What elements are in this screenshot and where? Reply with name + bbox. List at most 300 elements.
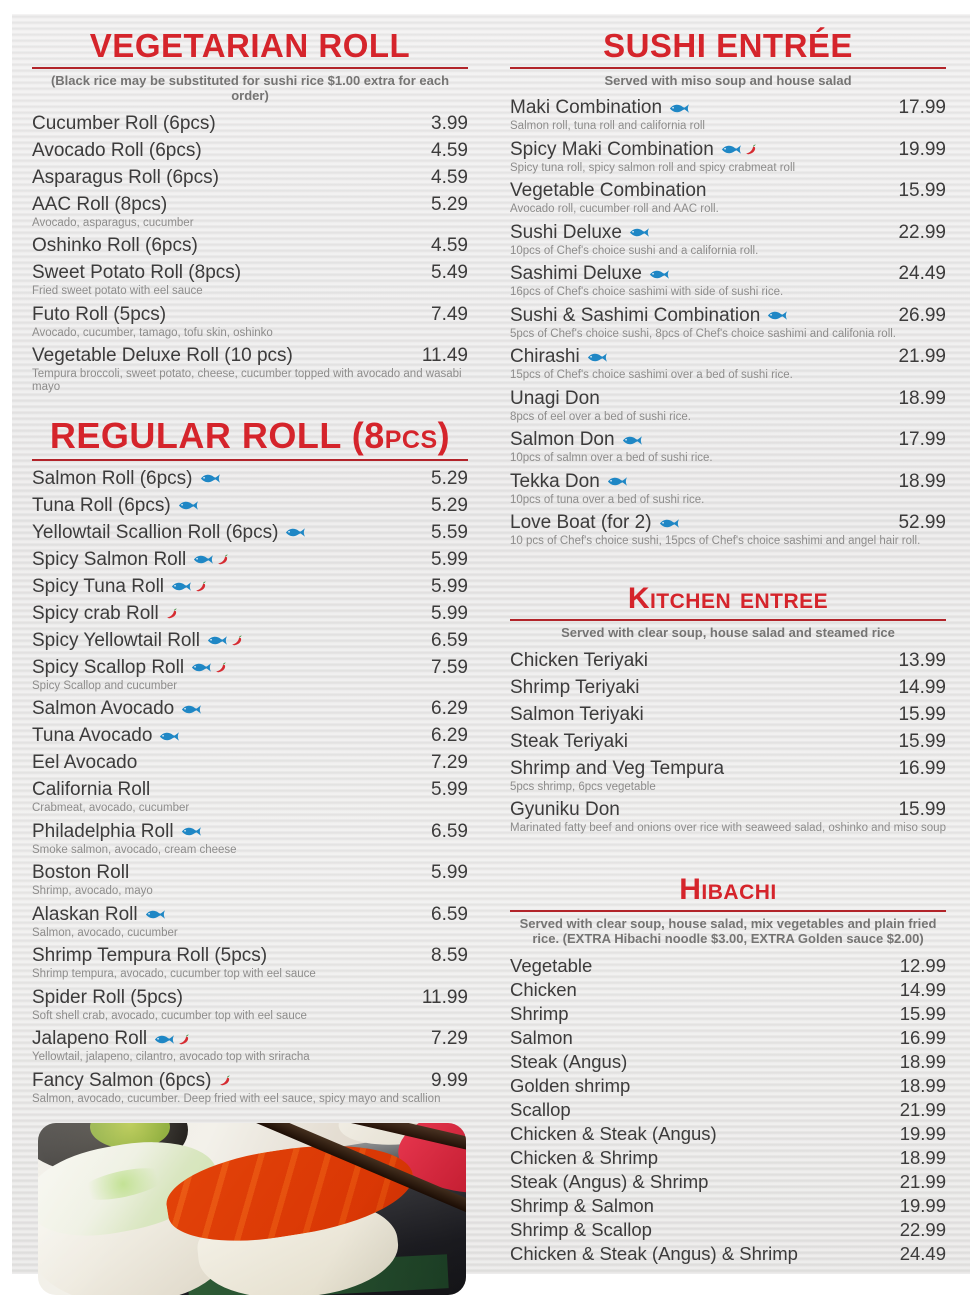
menu-item <box>510 178 946 220</box>
item-name: Salmon Teriyaki <box>510 703 644 725</box>
item-price: 15.99 <box>899 1002 946 1024</box>
section-subtitle: Served with clear soup, house salad, mix vegetables and plain fried rice. (EXTRA Hibachi noodle $3.00, EXTRA Golden sauce $2.00) <box>519 915 937 946</box>
item-name: Spicy Yellowtail Roll <box>32 629 200 651</box>
item-icons <box>159 607 179 620</box>
menu-item <box>32 818 468 860</box>
chili-icon <box>195 580 208 593</box>
menu-item <box>510 647 946 674</box>
menu-item <box>510 674 946 701</box>
section-regular-roll <box>32 417 468 1108</box>
item-name: Steak (Angus) <box>510 1050 628 1072</box>
item-name: Shrimp <box>510 1002 569 1024</box>
item-name: Cucumber Roll (6pcs) <box>32 112 216 134</box>
item-name: Chirashi <box>510 346 580 368</box>
item-price: 6.59 <box>431 629 468 651</box>
menu-item <box>32 110 468 137</box>
menu-item-row <box>32 576 468 598</box>
item-icons <box>580 351 608 364</box>
item-icons <box>652 517 680 530</box>
item-name: Shrimp & Salmon <box>510 1194 654 1216</box>
section-items <box>32 465 468 1109</box>
item-icons <box>186 553 230 566</box>
item-price: 15.99 <box>898 180 946 202</box>
menu-item <box>510 1097 946 1121</box>
item-name: Shrimp Tempura Roll (5pcs) <box>32 945 268 967</box>
item-name: Gyuniku Don <box>510 799 620 821</box>
item-price: 19.99 <box>899 1194 946 1216</box>
item-description: 5pcs of Chef's choice sushi, 8pcs of Chef's choice sashimi and califonia roll. <box>510 327 896 340</box>
item-name: Eel Avocado <box>32 752 138 774</box>
section-items <box>510 953 946 1265</box>
menu-item-row <box>510 1195 946 1216</box>
fish-icon <box>587 351 608 364</box>
fish-icon <box>207 634 228 647</box>
menu-item-row <box>510 704 946 726</box>
chili-icon <box>166 607 179 620</box>
chili-icon <box>215 661 228 674</box>
item-price: 24.49 <box>898 263 946 285</box>
menu-item <box>32 301 468 343</box>
item-price: 5.59 <box>431 521 468 543</box>
menu-item-row <box>510 471 946 493</box>
fish-icon <box>649 268 670 281</box>
menu-item-row <box>510 1075 946 1096</box>
menu-item <box>32 750 468 777</box>
item-name: Golden shrimp <box>510 1074 631 1096</box>
item-name: Sweet Potato Roll (8pcs) <box>32 262 242 284</box>
item-description: Avocado, asparagus, cucumber <box>32 216 194 229</box>
item-icons <box>760 309 788 322</box>
menu-item-row <box>510 180 946 202</box>
menu-item-row <box>510 1003 946 1024</box>
item-description: 8pcs of eel over a bed of sushi rice. <box>510 410 691 423</box>
menu-item-row <box>510 677 946 699</box>
item-description: 10pcs of Chef's choice sushi and a california roll. <box>510 244 759 257</box>
menu-item <box>32 465 468 492</box>
menu-item-row <box>32 603 468 625</box>
item-price: 17.99 <box>898 97 946 119</box>
section-underline <box>510 67 946 69</box>
item-name: Steak Teriyaki <box>510 730 628 752</box>
menu-column-right <box>510 28 946 1274</box>
item-name: California Roll <box>32 779 151 801</box>
item-description: Fried sweet potato with eel sauce <box>32 285 203 298</box>
menu-item-row <box>510 429 946 451</box>
item-name: Spicy Maki Combination <box>510 138 714 160</box>
item-name: Sashimi Deluxe <box>510 263 642 285</box>
item-description: Spicy tuna roll, spicy salmon roll and spicy crabmeat roll <box>510 161 796 174</box>
sushi-photo <box>38 1123 466 1295</box>
item-name: Spicy Salmon Roll <box>32 548 187 570</box>
menu-item <box>32 233 468 260</box>
menu-item-row <box>510 222 946 244</box>
section-items <box>510 647 946 838</box>
fish-icon <box>669 102 690 115</box>
menu-item <box>510 219 946 261</box>
item-price: 14.99 <box>898 676 946 698</box>
menu-item <box>510 261 946 303</box>
item-price: 9.99 <box>431 1069 468 1091</box>
menu-item <box>32 943 468 985</box>
item-description: Shrimp, avocado, mayo <box>32 885 153 898</box>
menu-item <box>510 1001 946 1025</box>
menu-item <box>510 953 946 977</box>
item-price: 24.49 <box>899 1242 946 1264</box>
menu-item-row <box>32 113 468 135</box>
item-price: 5.99 <box>431 779 468 801</box>
fish-icon <box>154 1033 175 1046</box>
chili-icon <box>217 553 230 566</box>
menu-item-row <box>32 779 468 801</box>
item-name: Steak (Angus) & Shrimp <box>510 1170 709 1192</box>
item-name: Avocado Roll (6pcs) <box>32 139 202 161</box>
item-name: Jalapeno Roll <box>32 1028 148 1050</box>
item-price: 8.59 <box>431 945 468 967</box>
item-price: 17.99 <box>898 429 946 451</box>
menu-item-row <box>510 305 946 327</box>
fish-icon <box>767 309 788 322</box>
item-price: 19.99 <box>899 1122 946 1144</box>
item-description: 10 pcs of Chef's choice sushi, 15pcs of Chef's choice sashimi and angel hair roll. <box>510 535 921 548</box>
item-price: 52.99 <box>898 512 946 534</box>
item-icons <box>714 143 758 156</box>
menu-item-row <box>32 468 468 490</box>
item-icons <box>193 472 221 485</box>
menu-item <box>32 137 468 164</box>
item-price: 5.99 <box>431 575 468 597</box>
item-icons <box>278 526 306 539</box>
item-description: Salmon roll, tuna roll and california roll <box>510 120 705 133</box>
section-items <box>32 110 468 397</box>
item-name: Scallop <box>510 1098 571 1120</box>
menu-item-row <box>32 945 468 967</box>
photo-sheen <box>38 1123 466 1295</box>
fish-icon <box>193 553 214 566</box>
menu-item-row <box>32 1070 468 1092</box>
menu-item-row <box>510 1099 946 1120</box>
section-title: Kitchen entree <box>627 582 829 616</box>
menu-item <box>32 777 468 819</box>
menu-item-row <box>510 1243 946 1264</box>
menu-page <box>12 14 970 1274</box>
item-icons <box>174 703 202 716</box>
item-price: 4.59 <box>431 139 468 161</box>
menu-item <box>510 385 946 427</box>
menu-item <box>32 723 468 750</box>
item-name: Tekka Don <box>510 470 600 492</box>
item-price: 7.49 <box>431 303 468 325</box>
fish-icon <box>622 434 643 447</box>
item-description: 5pcs shrimp, 6pcs vegetable <box>510 780 656 793</box>
menu-item <box>510 977 946 1001</box>
item-name: Unagi Don <box>510 387 600 409</box>
menu-item <box>32 519 468 546</box>
item-name: Love Boat (for 2) <box>510 512 652 534</box>
fish-icon <box>200 472 221 485</box>
item-description: 10pcs of salmn over a bed of sushi rice. <box>510 452 713 465</box>
item-price: 5.29 <box>431 494 468 516</box>
item-icons <box>212 1074 232 1087</box>
item-price: 6.59 <box>431 903 468 925</box>
chili-icon <box>219 1074 232 1087</box>
item-name: Boston Roll <box>32 862 130 884</box>
menu-item-row <box>510 388 946 410</box>
menu-item <box>510 755 946 797</box>
menu-item-row <box>510 758 946 780</box>
menu-item <box>510 468 946 510</box>
section-underline <box>510 619 946 621</box>
item-price: 7.29 <box>431 1028 468 1050</box>
item-price: 18.99 <box>898 387 946 409</box>
item-icons <box>615 434 643 447</box>
item-price: 18.99 <box>899 1050 946 1072</box>
item-icons <box>642 268 670 281</box>
item-name: Alaskan Roll <box>32 903 138 925</box>
item-name: Spider Roll (5pcs) <box>32 986 183 1008</box>
chili-icon <box>178 1033 191 1046</box>
menu-item <box>32 573 468 600</box>
menu-item <box>32 984 468 1026</box>
menu-item <box>32 901 468 943</box>
menu-item-row <box>32 194 468 216</box>
left-sections <box>32 28 468 1109</box>
menu-item-row <box>510 1171 946 1192</box>
item-name: Vegetable Combination <box>510 180 707 202</box>
item-name: Shrimp & Scallop <box>510 1218 652 1240</box>
item-price: 5.99 <box>431 862 468 884</box>
chili-icon <box>231 634 244 647</box>
item-icons <box>600 475 628 488</box>
menu-item <box>32 696 468 723</box>
section-underline <box>32 459 468 461</box>
fish-icon <box>629 226 650 239</box>
item-name: Salmon Don <box>510 429 615 451</box>
item-description: 10pcs of tuna over a bed of sushi rice. <box>510 493 705 506</box>
menu-item <box>32 343 468 398</box>
fish-icon <box>607 475 628 488</box>
section-items <box>510 95 946 552</box>
item-description: Yellowtail, jalapeno, cilantro, avocado top with sriracha <box>32 1051 310 1064</box>
item-price: 5.49 <box>431 262 468 284</box>
item-icons <box>622 226 650 239</box>
item-icons <box>164 580 208 593</box>
menu-item-row <box>32 235 468 257</box>
item-name: Philadelphia Roll <box>32 820 174 842</box>
menu-item <box>510 344 946 386</box>
item-price: 19.99 <box>898 138 946 160</box>
menu-item-row <box>32 904 468 926</box>
item-description: Shrimp tempura, avocado, cucumber top with eel sauce <box>32 968 316 981</box>
menu-item-row <box>510 139 946 161</box>
menu-column-left <box>32 28 468 1274</box>
item-description: Soft shell crab, avocado, cucumber top with eel sauce <box>32 1009 307 1022</box>
menu-item-row <box>32 987 468 1009</box>
item-name: Sushi Deluxe <box>510 221 622 243</box>
section-kitchen-entree <box>510 583 946 838</box>
item-description: Tempura broccoli, sweet potato, cheese, cucumber topped with avocado and wasabi mayo <box>32 368 462 394</box>
menu-item-row <box>510 979 946 1000</box>
item-price: 21.99 <box>899 1170 946 1192</box>
section-subtitle: Served with clear soup, house salad and steamed rice <box>561 624 895 640</box>
item-price: 5.29 <box>431 467 468 489</box>
menu-item <box>32 860 468 902</box>
menu-item <box>510 701 946 728</box>
item-icons <box>184 661 228 674</box>
item-icons <box>147 1033 191 1046</box>
item-name: Salmon <box>510 1026 573 1048</box>
item-price: 14.99 <box>899 978 946 1000</box>
menu-item-row <box>510 512 946 534</box>
fish-icon <box>721 143 742 156</box>
item-description: Avocado, cucumber, tamago, tofu skin, oshinko <box>32 326 273 339</box>
item-name: AAC Roll (8pcs) <box>32 193 168 215</box>
item-price: 18.99 <box>899 1146 946 1168</box>
item-description: Salmon, avocado, cucumber. Deep fried with eel sauce, spicy mayo and scallion <box>32 1092 441 1105</box>
fish-icon <box>181 703 202 716</box>
menu-item <box>32 546 468 573</box>
menu-item-row <box>510 346 946 368</box>
item-description: Spicy Scallop and cucumber <box>32 679 178 692</box>
fish-icon <box>191 661 212 674</box>
item-name: Maki Combination <box>510 97 663 119</box>
menu-item <box>510 1241 946 1265</box>
item-name: Shrimp and Veg Tempura <box>510 757 725 779</box>
menu-item-row <box>510 799 946 821</box>
fish-icon <box>159 730 180 743</box>
item-name: Yellowtail Scallion Roll (6pcs) <box>32 521 279 543</box>
section-underline <box>510 910 946 912</box>
item-name: Chicken & Steak (Angus) & Shrimp <box>510 1242 798 1264</box>
menu-item <box>510 1073 946 1097</box>
menu-item <box>32 164 468 191</box>
section-underline <box>32 67 468 69</box>
menu-item <box>32 492 468 519</box>
item-price: 6.59 <box>431 820 468 842</box>
item-name: Salmon Roll (6pcs) <box>32 467 193 489</box>
menu-item <box>32 1067 468 1109</box>
item-name: Futo Roll (5pcs) <box>32 303 167 325</box>
menu-item <box>510 136 946 178</box>
menu-item-row <box>510 650 946 672</box>
item-price: 12.99 <box>899 954 946 976</box>
section-title: Hibachi <box>679 873 777 907</box>
section-subtitle: Served with miso soup and house salad <box>604 72 852 88</box>
menu-item <box>32 1026 468 1068</box>
fish-icon <box>659 517 680 530</box>
menu-item-row <box>32 495 468 517</box>
menu-item-row <box>32 821 468 843</box>
item-name: Tuna Avocado <box>32 725 153 747</box>
menu-item <box>510 797 946 839</box>
item-icons <box>138 908 166 921</box>
section-sushi-entree <box>510 28 946 551</box>
menu-item <box>510 1049 946 1073</box>
item-icons <box>152 730 180 743</box>
menu-item-row <box>32 1028 468 1050</box>
item-price: 6.29 <box>431 725 468 747</box>
menu-item <box>510 1145 946 1169</box>
menu-item-row <box>32 698 468 720</box>
section-subtitle: (Black rice may be substituted for sushi rice $1.00 extra for each order) <box>50 72 450 103</box>
item-price: 13.99 <box>898 649 946 671</box>
fish-icon <box>171 580 192 593</box>
item-name: Spicy Tuna Roll <box>32 575 165 597</box>
item-name: Tuna Roll (6pcs) <box>32 494 171 516</box>
section-title: SUSHI ENTRÉE <box>603 27 853 64</box>
item-description: Avocado roll, cucumber roll and AAC roll. <box>510 203 719 216</box>
fish-icon <box>145 908 166 921</box>
section-title: REGULAR ROLL (8pcs) <box>49 415 451 457</box>
menu-item <box>510 427 946 469</box>
menu-item-row <box>32 522 468 544</box>
section-vegetarian-roll <box>32 28 468 397</box>
item-description: 16pcs of Chef's choice sashimi with side of sushi rice. <box>510 286 784 299</box>
menu-item-row <box>510 1123 946 1144</box>
menu-item-row <box>32 167 468 189</box>
menu-item <box>510 1121 946 1145</box>
item-name: Sushi & Sashimi Combination <box>510 304 761 326</box>
menu-item-row <box>32 630 468 652</box>
menu-item <box>32 191 468 233</box>
item-description: Crabmeat, avocado, cucumber <box>32 802 190 815</box>
item-price: 7.29 <box>431 752 468 774</box>
menu-item <box>32 260 468 302</box>
fish-icon <box>178 499 199 512</box>
menu-item-row <box>32 862 468 884</box>
menu-item-row <box>510 263 946 285</box>
item-name: Salmon Avocado <box>32 698 175 720</box>
item-name: Chicken & Steak (Angus) <box>510 1122 717 1144</box>
menu-item-row <box>32 262 468 284</box>
menu-item-row <box>32 140 468 162</box>
menu-item-row <box>32 345 468 367</box>
menu-item <box>510 1025 946 1049</box>
menu-item-row <box>510 1051 946 1072</box>
fish-icon <box>285 526 306 539</box>
item-description: Salmon, avocado, cucumber <box>32 926 178 939</box>
item-name: Vegetable Deluxe Roll (10 pcs) <box>32 345 293 367</box>
item-price: 26.99 <box>898 304 946 326</box>
item-price: 5.99 <box>431 548 468 570</box>
item-description: Smoke salmon, avocado, cream cheese <box>32 843 237 856</box>
item-price: 16.99 <box>898 757 946 779</box>
item-price: 21.99 <box>899 1098 946 1120</box>
item-price: 5.29 <box>431 193 468 215</box>
menu-item <box>510 728 946 755</box>
menu-item-row <box>510 1147 946 1168</box>
item-name: Chicken & Shrimp <box>510 1146 659 1168</box>
menu-item-row <box>510 955 946 976</box>
item-name: Oshinko Roll (6pcs) <box>32 235 198 257</box>
item-price: 3.99 <box>431 112 468 134</box>
item-price: 5.99 <box>431 602 468 624</box>
item-price: 11.99 <box>421 986 468 1008</box>
item-price: 22.99 <box>899 1218 946 1240</box>
section-hibachi <box>510 874 946 1265</box>
menu-item <box>510 510 946 552</box>
item-price: 15.99 <box>898 703 946 725</box>
menu-item-row <box>510 731 946 753</box>
menu-item-row <box>32 752 468 774</box>
item-name: Spicy crab Roll <box>32 602 159 624</box>
item-price: 16.99 <box>899 1026 946 1048</box>
menu-item <box>510 1169 946 1193</box>
item-description: 15pcs of Chef's choice sashimi over a bed of sushi rice. <box>510 369 793 382</box>
item-price: 4.59 <box>431 166 468 188</box>
item-icons <box>171 499 199 512</box>
item-price: 18.99 <box>899 1074 946 1096</box>
item-name: Shrimp Teriyaki <box>510 676 640 698</box>
